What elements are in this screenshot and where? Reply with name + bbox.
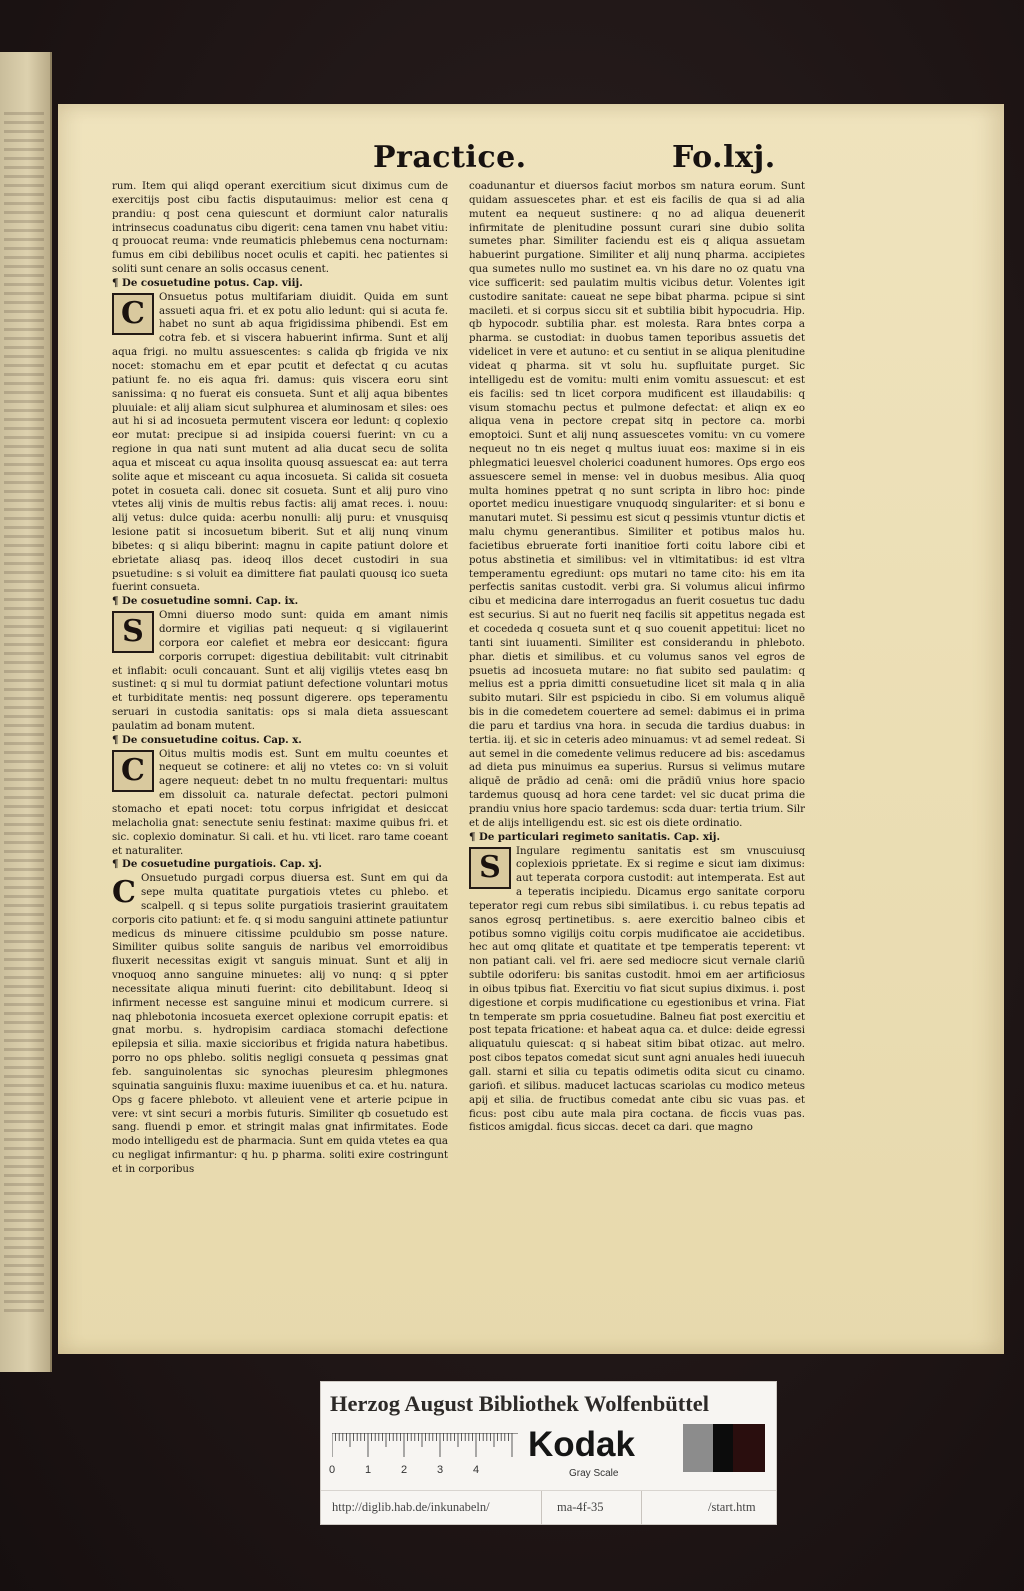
paragraph-text: Oitus multis modis est. Sunt em multu coeuntes et nequeut se cotinere: et alij no vtetes co: vn si voluit agere nequeut: debet tn no multu frequentari: multus em dissoluit ca. naturale defectat. pectori pulmoni stomacho et epati nocet: totu corpus infrigidat et desiccat melacholia gnat: senectute seniu festinat: maxime quibus fri. et sic. coplexio dominatur. Si cali. et hu. vti licet. raro tame coeant et naturaliter.	[112, 748, 448, 857]
paragraph	[469, 180, 805, 831]
start-page-link: /start.htm	[708, 1500, 756, 1514]
color-target-card	[320, 1381, 777, 1525]
paragraph-text: coadunantur et diuersos faciut morbos sm natura eorum. Sunt quidam assuescetes phar. et est eis facilis de qua si ad alia mutent ea nequeut sustinere: q no ad aliqua deuenerit infirmitate de plenitudine possunt curari sine dubio solita sumetes phar. Similiter faciendu est eis q aliqua assuetam habuerint purgatione. Similiter et alij nunq pharma. accipietes qua sumetes nullo mo sustinet ea. vn his dare no oz quatu vna vice sufficerit: sed paulatim multis vicibus detur. Volentes igit custodire sanitate: caueat ne sepe bibat pharma. pcipue si sint macileti. et si corpus siccu sit et subtilia bibit hypocudria. Hip. qb hypocodr. subtilia phar. est molesta. Rara bntes corpa a pharma. se custodiat: in duobus tamen teporibus assuetis det videlicet in vere et autuno: et cu sentiut in se aliqua plenitudine videat q pharma. sit vt solu hu. supfluitate purget. Sic intelligedu est de vomitu: multi enim vomitu assuescut: et est eis facilis: sed tn licet corpora mudificent est illaudabilis: q visum stomachu pectus et pulmone defectat: et aliqn ex eo aliqua vena in pectore crepat sitq in pectore ca. morbi emoptoici. Sunt et alij nunq assuescetes vomitu: vn cu vomere nequeut no tn eis neget q multus iuuat eos: maxime si in eis phlegmatici leuesvel cholerici coadunent humores. Ops ergo eos assuescere semel in mense: vel in duobus mesibus. Alia quoq multa homines ppetrat q no sunt scripta in libro hoc: pinde oportet medicu inuestigare vnuquodq singulariter: et si bonu e manutari mutet. Si pessimu est sicut q pessimis vtuntur dictis et malu chymu generantibus. Similiter et potibus malos hu. facietibus ebruerate forti inanitioe forti coitu labore cibi et potus abstinetia et similibus: vel in vltimitatibus: id est vltra temperamentu egrediunt: ops mutari no tame cito: his em ita perfectis sanitas custodit. verbi gra. Si volumus alicui infirmo cibu et medicina dare interrogadus an fuerit cosuetus tuc dadu est securius. Si aut no fuerit neq facilis sit appetitus negada est et cocededa q cosueta sunt et q suo couenit appetitui: licet no tanti sint iuuamenti. Similiter est considerandu in phleboto. phar. dietis et similibus. et cu volumus sanos vel egros de psuetis ad incosueta mutare: no fiat subito sed paulatim: q melius est a ppria dimitti consuetudine licet sit mala q in alia subito mutari. Silr est pspiciedu in cibo. Si em volumus aliquē bis in die comedetem couertere ad semel: dabimus ei in prima die paru et tardius vna hora. in secuda die tardius duabus: in tertia. iij. et sic in ceteris adeo minuamus: vt ad semel redeat. Si aut semel in die comedente velimus reducere ad bis: ascedamus ad dieta pus minuimus ea superius. Rursus si velimus mutare aliquē de prādio ad cenā: omi die prādiū vnius hore spacio tardemus quousq ad hora cene tardet: vel sic ducat prima die prandiu vnius hore spacio tardemus: scda duar: tertia trium. Silr et de alijs intelligendu est. sic est ois diete ordinatio.	[469, 181, 805, 829]
ruler-number: 4	[473, 1464, 480, 1476]
chapter-heading	[112, 858, 448, 872]
ruler-number: 0	[329, 1464, 336, 1476]
paragraph-mark-icon: ¶	[112, 595, 123, 608]
ruler-numbers	[327, 1464, 527, 1480]
decorated-initial: C	[112, 293, 154, 335]
shelfmark: ma-4f-35	[557, 1500, 604, 1514]
paragraph-text: Onsuetus potus multifariam diuidit. Quida em sunt assueti aqua fri. et ex potu alio ledunt: qui si acuta fe. habet no sunt ab aqua frigidissima phibendi. Est em cotra feb. et si viscera habuerint infirma. Sunt et alij aqua frigi. no multu assuescentes: s calida qb frigida ve nix nocet: stomachu em et epar pcutit et defectat q cu acutas patiunt fe. no eis aqua fri. damus: quis viscera eoru sint sanissima: q no fuerat eis consueta. Sunt et alij aqua bibentes pluuiale: et alij aliam sicut sulphurea et aluminosam et siles: oes aut hi si ad incosueta permutent viscera eor ledunt: q coplexio eor mutat: precipue si ad insipida couersi fuerint: vn cu a regione in qua nati sunt mutent ad alia ducat secu de solita aqua et misceat cu aqua insolita quousq assuescat ea: aut terra solite aque et misceant cu aqua incosueta. Si calida sit cosueta potet in cosueta cali. donec sit cosueta. Sunt et alij puro vino vtetes alij vinis de multis rebus factis: alij amat reces. i. nouu: alij vetus: dulce quida: acerbu nonulli: alij puru: et vnusquisq lesione patit si incosuetum biberit. Sut et alij nunq vinum bibetes: q si aliqu biberint: magnu in capite patiunt dolore et ebrietate aliasq pas. ideoq illos decet custodiri in sua psuetudine: s si voluit ea dimittere fiat paulati quousq ico sueta fuerint consueta.	[112, 291, 448, 594]
chapter-heading-text: De cosuetudine purgatiois. Cap. xj.	[122, 858, 322, 871]
left-text-column	[112, 180, 448, 1177]
footer-divider	[641, 1491, 642, 1525]
folio-number: Fo.lxj.	[672, 140, 776, 175]
paragraph-text: Ingulare regimentu sanitatis est sm vnuscuiusq coplexiois pprietate. Ex si regime e sicut iam diximus: aut teperata corpora custodit: aut intemperata. Est aut a teperatis incipiedu. Dicamus ergo sanitate corporu teperator regi cum rebus sibi similatibus. i. cu rebus tepatis ad sanos egrosq pertinetibus. s. aere exercitio balneo cibis et potibus somno vigilijs coitu corpis mudificatoe aie accidetibus. hec aut omq qlitate et quatitate et tpe temperatis teperent: vt non patiant cali. vel fri. aere sed mediocre sicut vernale clariū subtile odoriferu: bis sanitas custodit. hmoi em aer artificiosus in oibus tpibus fiat. Exercitiu vo fiat sicut supius diximus. i. post digestione et corpis mudificatione cu egestionibus et vrina. Fiat tn temperate sm ppria cosuetudine. Balneu fiat post exercitiu et post tepata fricatione: et habeat aqua ca. et dulce: deide egressi aliquatulu quiescat: q si habeat sitim bibat otizac. aut melro. post cibos tepatos comedat sicut sunt agni anuales hedi iuuecuh gall. starni et silia cu tepatis odimetis odita sicut cu cinamo. gariofi. et silibus. maducet lactucas scariolas cu modico meteus apij et silia. de fructibus comedat ante cibu sic vuas pas. et ficus: post cibu aute mala pira coctana. de ficcis vuas pas. fisticos amigdal. ficus siccas. decet ca dari. que magno	[469, 845, 805, 1134]
paragraph	[112, 180, 448, 277]
ruler-number: 1	[365, 1464, 372, 1476]
chapter-heading	[112, 277, 448, 291]
dark-red-patch	[733, 1424, 765, 1472]
paragraph	[112, 872, 448, 1177]
kodak-logo: Kodak	[528, 1425, 635, 1464]
decorated-initial: S	[469, 847, 511, 889]
paragraph	[112, 609, 448, 734]
card-footer	[321, 1490, 776, 1525]
paragraph-mark-icon: ¶	[469, 830, 480, 843]
decorated-initial: C	[112, 750, 154, 792]
decorated-initial: S	[112, 611, 154, 653]
library-name: Herzog August Bibliothek Wolfenbüttel	[330, 1391, 709, 1416]
running-head: Practice.	[373, 140, 527, 175]
black-patch	[713, 1424, 733, 1472]
chapter-heading-text: De particulari regimeto sanitatis. Cap. xij.	[479, 830, 721, 843]
source-url: http://diglib.hab.de/inkunabeln/	[332, 1500, 490, 1514]
paragraph-mark-icon: ¶	[112, 858, 123, 871]
ruler-scale	[332, 1433, 518, 1459]
paragraph	[469, 845, 805, 1136]
gray-scale-label: Gray Scale	[569, 1468, 619, 1479]
chapter-heading-text: De cosuetudine somni. Cap. ix.	[122, 595, 299, 608]
chapter-heading	[469, 831, 805, 845]
paragraph	[112, 291, 448, 596]
paragraph-text: rum. Item qui aliqd operant exercitium sicut diximus cum de exercitijs post cibu factis disputauimus: melior est cena q prandiu: q post cena quiescunt et dormiunt calor naturalis intrinsecus coadunatus cibu digerit: cena tamen vnu habet vitiu: q prouocat reuma: vnde reumaticis phlebemus cena nocturnam: fumus em cibi debilibus nocet oculis et capiti. hec patientes si soliti sunt cenare an solis occasus cenent.	[112, 181, 448, 276]
chapter-heading-text: De cosuetudine potus. Cap. viij.	[122, 276, 303, 289]
ruler-number: 3	[437, 1464, 444, 1476]
chapter-heading-text: De consuetudine coitus. Cap. x.	[122, 733, 302, 746]
ruler-number: 2	[401, 1464, 408, 1476]
previous-page-text-bleed	[4, 112, 44, 1312]
right-text-column	[469, 180, 805, 1135]
previous-page-edge	[0, 52, 52, 1372]
gray-patch	[683, 1424, 713, 1472]
chapter-heading	[112, 595, 448, 609]
paragraph-text: Omni diuerso modo sunt: quida em amant nimis dormire et vigilias pati nequeut: q si vigilauerint corpora eor calefiet et mebra eor desiccant: figura corporis corrupet: digestiua debilitabit: vult citrinabit et inflabit: oculi concauant. Sunt et alij vigilijs vtetes easq bn sustinet: q si mul tu dormiat patiunt defectione voluntari motus et turbiditate mentis: neq possunt digerere. ops teperamentu seruari in custodia sanitatis: ops si mala dieta assuescant paulatim ad bonam mutent.	[112, 610, 448, 732]
paragraph-mark-icon: ¶	[112, 733, 123, 746]
chapter-heading	[112, 734, 448, 748]
paragraph-text: Onsuetudo purgadi corpus diuersa est. Sunt em qui da sepe multa quatitate purgatiois vtetes cu phlebo. et scalpell. q si tepus solite purgatiois trasierint grauitatem corporis cito patiunt: et fe. q si modu sanguini attinete patiuntur medicus ds minuere citissime pculdubio sm posse nature. Similiter quibus solite sanguis de naribus vel emorroidibus fluxerit necessitas exigit vt sanguis minuat. Sunt et alij in vnoquoq anno sanguine minuetes: alij vo nunq: q si ppter necessitate aliqua minuti fuerint: cito debilitabunt. Ideoq si infirment necesse est sanguine minui et modicum currere. si naq phlebotonia incosueta exercet oplexione corrupit epatis: et gnat morbu. s. hydropisim cardiaca stomachi defectione epilepsia et silia. maxie siccioribus et frigida natura habetibus. porro no ops phlebo. solitis negligi consueta q pessimas gnat feb. sanguinolentas sic synochas pleuresim phlegmones squinatia sanguinis fluxu: maxime iuuenibus et ca. et hu. natura. Ops g facere phleboto. vt alleuient vene et arterie pcipue in vere: vt sint securi a morbis futuris. Similiter qb cosuetudo est sang. fluendi p emor. et stringit malas gnat infirmitates. Eode modo intelligedu est de pharmacia. Sunt em quida vtetes ea qua cu negligat infirmantur: q hu. p pharma. soliti exire costringunt et in corporibus	[112, 873, 448, 1175]
gray-scale-patches	[683, 1424, 765, 1472]
paragraph	[112, 748, 448, 859]
paragraph-mark-icon: ¶	[112, 276, 123, 289]
footer-divider	[541, 1491, 542, 1525]
decorated-initial: C	[112, 875, 136, 911]
